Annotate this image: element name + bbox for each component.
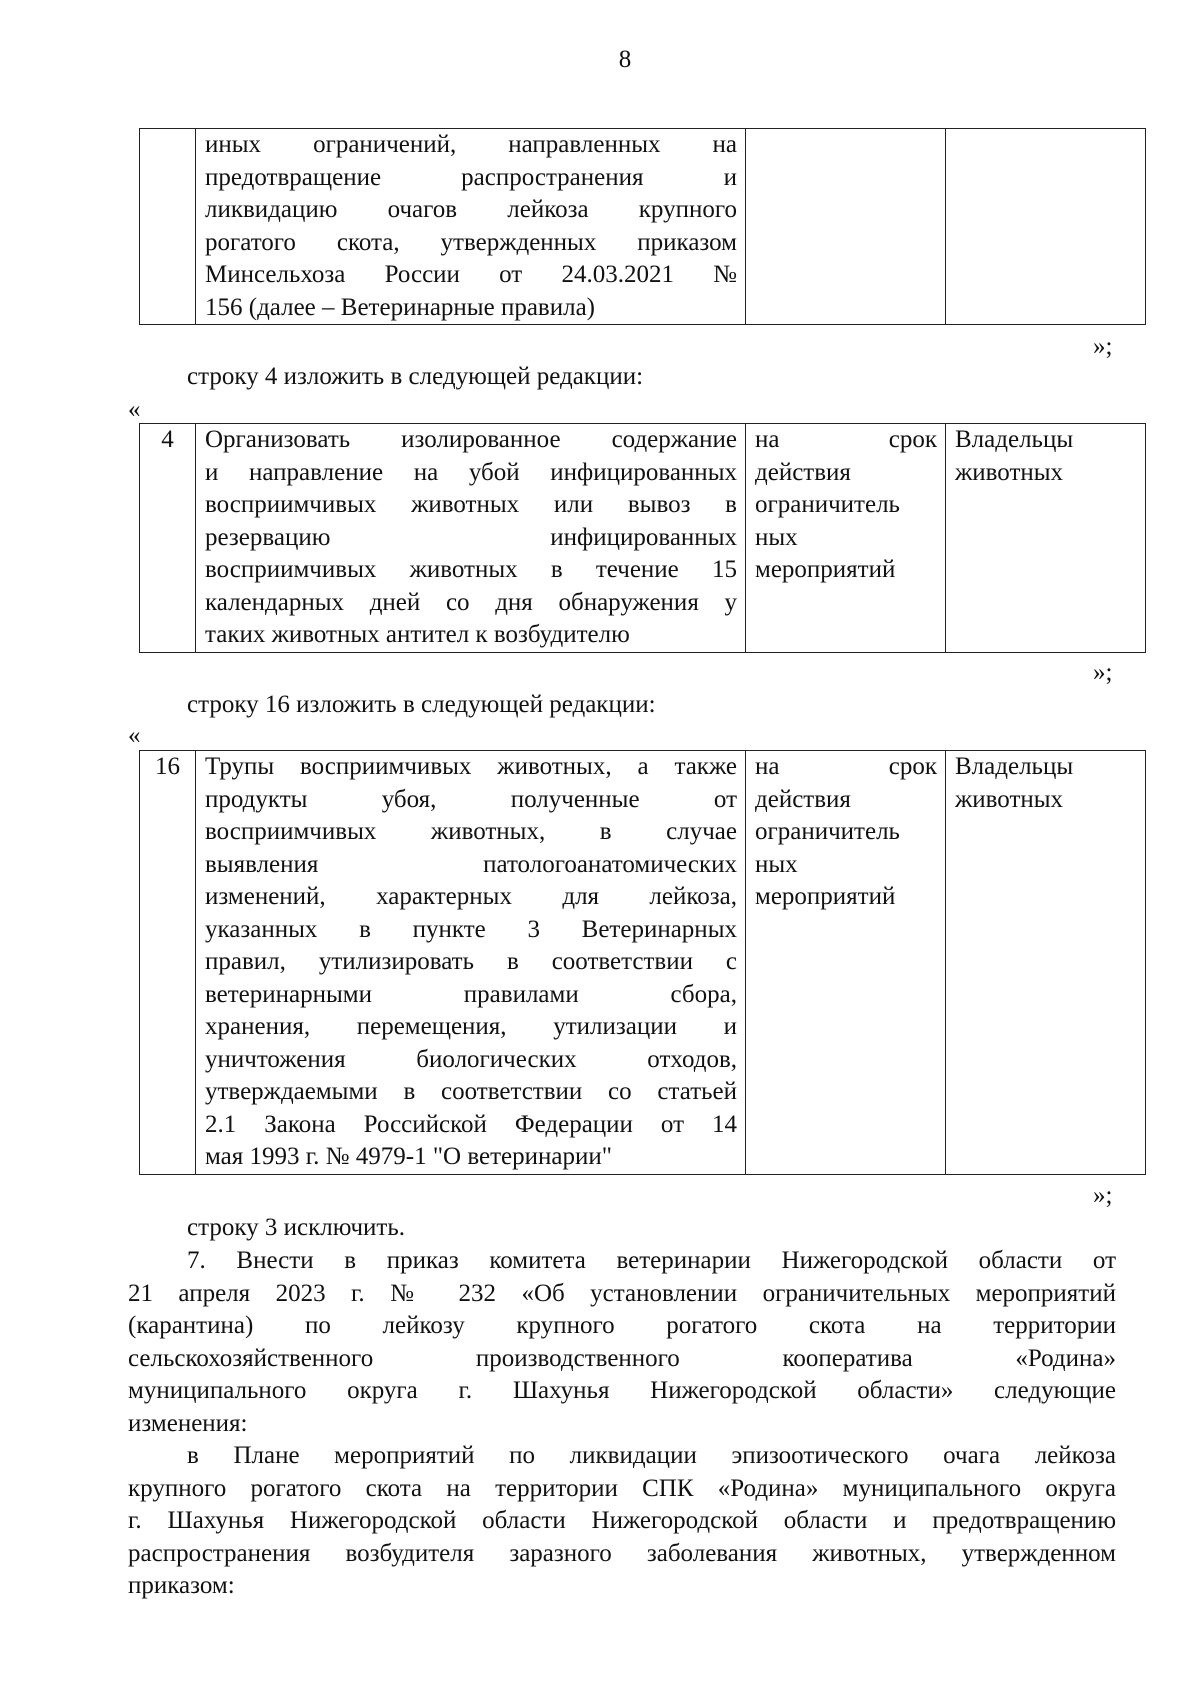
measure-line: восприимчивых животных, в случае (205, 818, 737, 845)
opening-quote: « (128, 722, 141, 749)
paragraph-plan (128, 1440, 1116, 1603)
row-number-cell: 4 (140, 424, 196, 653)
term-line: ограничитель (755, 818, 900, 845)
measure-line: рогатого скота, утвержденных приказом (205, 228, 737, 256)
measure-line: правил, утилизировать в соответствии с (205, 948, 737, 975)
closing-quote: »; (1093, 333, 1113, 360)
measure-cell (196, 424, 746, 653)
row16-table (139, 750, 1146, 1175)
paragraph-line: распространения возбудителя заразного заболевания животных, утвержденном (128, 1539, 1116, 1567)
paragraph-line: приказом: (128, 1572, 235, 1599)
measure-line: календарных дней со дня обнаружения у (205, 588, 737, 616)
measure-line: продукты убоя, полученные от (205, 785, 737, 813)
measure-cell (196, 751, 746, 1175)
table-row (140, 424, 1146, 653)
measure-line: ветеринарными правилами сбора, (205, 980, 737, 1008)
term-line: действия (755, 785, 851, 813)
term-line: на срок (755, 753, 937, 780)
measure-line: Трупы восприимчивых животных, а также (205, 753, 737, 780)
paragraph-7 (128, 1245, 1116, 1440)
row-number-cell (140, 129, 196, 325)
measure-line: Минсельхоза России от 24.03.2021 № (205, 261, 737, 288)
term-cell (746, 129, 946, 325)
paragraph-line: сельскохозяйственного производственного кооператива «Родина» (128, 1344, 1116, 1372)
measure-line: иных ограничений, направленных на (205, 131, 737, 158)
term-line: мероприятий (755, 883, 896, 910)
measure-line: уничтожения биологических отходов, (205, 1045, 737, 1073)
closing-quote: »; (1093, 1182, 1113, 1209)
measure-line: предотвращение распространения и (205, 163, 737, 191)
table-row (140, 129, 1146, 325)
responsible-cell (946, 129, 1146, 325)
term-line: мероприятий (755, 556, 896, 583)
term-line: на срок (755, 426, 937, 453)
row-number-cell: 16 (140, 751, 196, 1175)
paragraph-line: крупного рогатого скота на территории СПК «Родина» муниципального округа (128, 1474, 1116, 1502)
measure-line: восприимчивых животных в течение 15 (205, 556, 737, 583)
measure-line: 2.1 Закона Российской Федерации от 14 (205, 1110, 737, 1138)
instruction-row4: строку 4 изложить в следующей редакции: (187, 363, 644, 390)
closing-quote: »; (1093, 659, 1113, 686)
paragraph-line: г. Шахунья Нижегородской области Нижегородской области и предотвращению (128, 1507, 1116, 1534)
paragraph-line: изменения: (128, 1409, 248, 1437)
term-line: действия (755, 458, 851, 486)
measure-line: мая 1993 г. № 4979-1 "О ветеринарии" (205, 1143, 612, 1170)
term-cell (746, 424, 946, 653)
instruction-row16: строку 16 изложить в следующей редакции: (187, 691, 656, 718)
paragraph-line: муниципального округа г. Шахунья Нижегородской области» следующие (128, 1377, 1116, 1404)
measure-line: хранения, перемещения, утилизации и (205, 1013, 737, 1040)
term-line: ограничитель (755, 491, 900, 518)
measure-line: резервацию инфицированных (205, 523, 737, 551)
term-cell (746, 751, 946, 1175)
measure-line: и направление на убой инфицированных (205, 458, 737, 486)
measure-line: указанных в пункте 3 Ветеринарных (205, 915, 737, 943)
row4-table (139, 423, 1146, 653)
measure-line: утверждаемыми в соответствии со статьей (205, 1078, 737, 1105)
paragraph-line: 21 апреля 2023 г. № 232 «Об установлении ограничительных мероприятий (128, 1279, 1116, 1307)
responsible-line: животных (955, 458, 1064, 486)
term-line: ных (755, 523, 798, 551)
instruction-row3: строку 3 исключить. (187, 1214, 405, 1241)
measure-line: выявления патологоанатомических (205, 850, 737, 878)
responsible-cell (946, 751, 1146, 1175)
paragraph-line: 7. Внести в приказ комитета ветеринарии Нижегородской области от (187, 1247, 1116, 1274)
measure-line: изменений, характерных для лейкоза, (205, 883, 737, 910)
responsible-line: Владельцы (955, 426, 1074, 453)
measure-line: таких животных антител к возбудителю (205, 621, 630, 648)
term-line: ных (755, 850, 798, 878)
paragraph-line: в Плане мероприятий по ликвидации эпизоотического очага лейкоза (187, 1442, 1116, 1469)
measure-cell (196, 129, 746, 325)
continuation-table (139, 128, 1146, 325)
measure-line: Организовать изолированное содержание (205, 426, 737, 453)
measure-line: ликвидацию очагов лейкоза крупного (205, 196, 737, 223)
responsible-line: животных (955, 785, 1064, 813)
paragraph-line: (карантина) по лейкозу крупного рогатого скота на территории (128, 1312, 1116, 1339)
page-number: 8 (618, 46, 632, 73)
responsible-line: Владельцы (955, 753, 1074, 780)
responsible-cell (946, 424, 1146, 653)
table-row (140, 751, 1146, 1175)
opening-quote: « (128, 396, 141, 423)
measure-line: 156 (далее – Ветеринарные правила) (205, 293, 596, 321)
measure-line: восприимчивых животных или вывоз в (205, 491, 737, 518)
